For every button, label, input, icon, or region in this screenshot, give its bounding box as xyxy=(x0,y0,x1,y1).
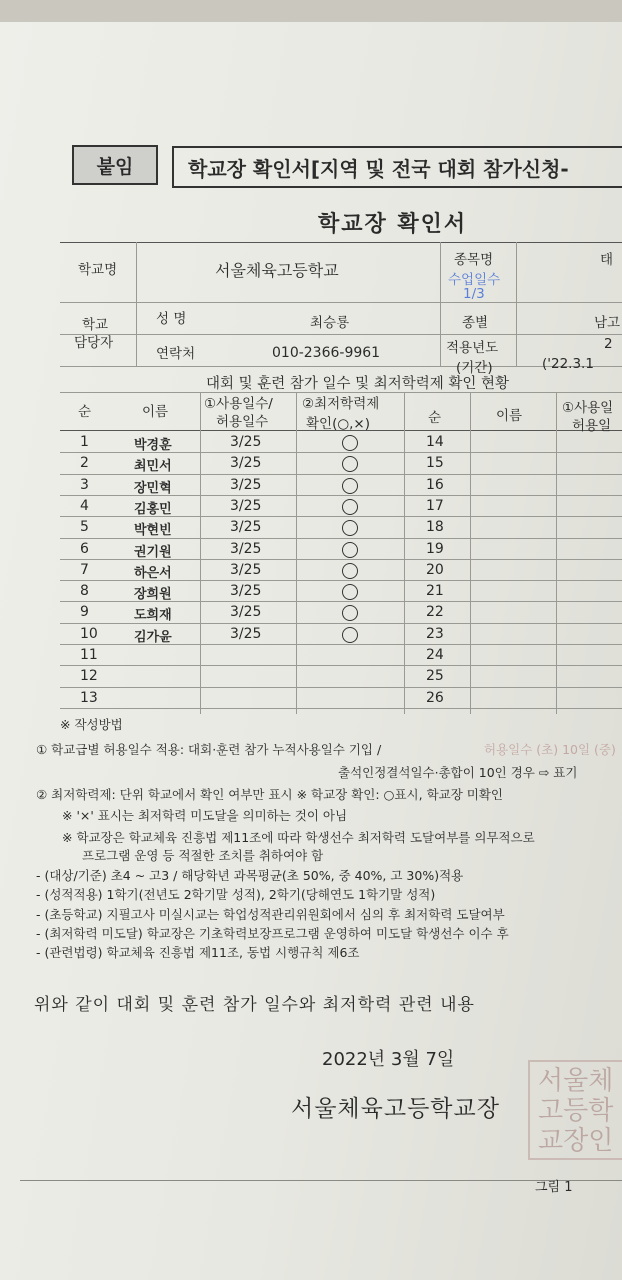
row-number: 1 xyxy=(80,434,89,450)
row-number-right: 18 xyxy=(426,519,444,536)
name-value: 최승룡 xyxy=(310,315,350,331)
gender-label: 종별 xyxy=(462,315,489,331)
confirmed-circle-mark xyxy=(342,478,358,494)
row-number-right: 23 xyxy=(426,625,444,642)
col-header-min-1: ②최저학력제 xyxy=(302,396,380,412)
student-name: 박현빈 xyxy=(134,523,172,539)
row-number: 5 xyxy=(80,519,89,536)
row-number: 4 xyxy=(80,497,89,514)
row-number-right: 22 xyxy=(426,604,444,621)
row-number-right: 26 xyxy=(426,689,444,706)
days-used: 3/25 xyxy=(230,434,262,450)
row-number: 6 xyxy=(80,540,89,557)
manager-label-1: 학교 xyxy=(82,317,109,333)
confirmed-circle-mark xyxy=(342,435,358,451)
row-number-right: 20 xyxy=(426,561,444,578)
page-top-edge xyxy=(0,0,622,22)
table-row xyxy=(62,517,622,538)
row-number-right: 16 xyxy=(426,476,444,493)
days-used: 3/25 xyxy=(230,604,262,621)
col-header-min-2: 확인(○,×) xyxy=(306,416,370,432)
form-header-title: 학교장 확인서[지역 및 전국 대회 참가신청- xyxy=(172,146,622,188)
table-row xyxy=(62,539,622,560)
year-value: 2 xyxy=(604,336,613,352)
col-header-days-2: 허용일수 xyxy=(216,414,269,430)
confirmed-circle-mark xyxy=(342,542,358,558)
row-number: 9 xyxy=(80,604,89,621)
note-8: - (최저학력 미도달) 학교장은 기초학력보장프로그램 운영하여 미도달 학생선수 이수 후 xyxy=(36,926,509,941)
table-row xyxy=(62,645,622,666)
note-1-tail: 허용일수 (초) 10일 (중) xyxy=(484,742,616,757)
row-number-right: 25 xyxy=(426,668,444,685)
days-used: 3/25 xyxy=(230,476,262,493)
days-used: 3/25 xyxy=(230,497,262,514)
note-4b: 프로그램 운영 등 적절한 조치를 취하여야 함 xyxy=(82,848,324,863)
student-name: 권기원 xyxy=(134,544,172,560)
note-7: - (초등학교) 지필고사 미실시교는 학업성적관리위원회에서 심의 후 최저학력 도달여부 xyxy=(36,907,505,922)
note-5: - (대상/기준) 초4 ~ 고3 / 해당학년 과목평균(초 50%, 중 40%, 고 30%)적용 xyxy=(36,868,464,883)
school-value: 서울체육고등학교 xyxy=(215,261,339,280)
row-number-right: 15 xyxy=(426,455,444,472)
row-number: 2 xyxy=(80,455,89,472)
table-row xyxy=(62,624,622,645)
closing-statement: 위와 같이 대회 및 훈련 참가 일수와 최저학력 관련 내용 xyxy=(34,995,475,1015)
note-3: ※ '×' 표시는 최저학력 미도달을 의미하는 것이 아님 xyxy=(62,808,348,823)
class-days-label: 수업일수 xyxy=(448,272,501,288)
principal-signature: 서울체육고등학교장 xyxy=(291,1096,500,1122)
row-number: 8 xyxy=(80,583,89,600)
col-header-name: 이름 xyxy=(142,404,169,420)
table-border xyxy=(516,242,517,366)
table-border xyxy=(440,242,441,366)
period-value: ('22.3.1 xyxy=(542,356,594,372)
table-row xyxy=(62,453,622,474)
table-row xyxy=(62,666,622,687)
table-border xyxy=(60,334,622,335)
note-1: ① 학교급별 허용일수 적용: 대회·훈련 참가 누적사용일수 기입 / xyxy=(36,742,382,757)
attachment-tag: 붙임 xyxy=(72,145,158,185)
year-label: 적용년도 xyxy=(446,340,499,356)
event-value: 태 xyxy=(600,252,614,268)
row-number: 11 xyxy=(80,647,98,663)
table-row xyxy=(62,432,622,453)
student-name: 박경훈 xyxy=(134,438,172,453)
school-label: 학교명 xyxy=(78,262,118,278)
student-name: 장민혁 xyxy=(134,480,172,496)
col-header-no: 순 xyxy=(78,404,92,420)
note-1b: 출석인정결석일수·총합이 10인 경우 ⇨ 표기 xyxy=(338,765,578,780)
confirmed-circle-mark xyxy=(342,499,358,515)
manager-label-2: 담당자 xyxy=(74,335,114,351)
note-2: ② 최저학력제: 단위 학교에서 확인 여부만 표시 ※ 학교장 확인: ○표시, 학교장 미확인 xyxy=(36,787,503,802)
figure-label: 그림 1 xyxy=(535,1180,573,1195)
document-title: 학교장 확인서 xyxy=(318,212,468,237)
student-name: 장희원 xyxy=(134,587,172,603)
footer-rule xyxy=(20,1180,622,1181)
days-used: 3/25 xyxy=(230,540,262,557)
col-header-days2-1: ①사용일 xyxy=(562,400,614,416)
contact-value: 010-2366-9961 xyxy=(272,345,381,361)
notes-heading: ※ 작성방법 xyxy=(60,717,123,732)
contact-label: 연락처 xyxy=(156,346,196,362)
table-border xyxy=(136,242,137,366)
row-number-right: 14 xyxy=(426,434,444,450)
table-border xyxy=(60,302,622,303)
class-days-value: 1/3 xyxy=(463,286,485,302)
col-header-days-1: ①사용일수/ xyxy=(204,396,273,412)
table-border xyxy=(60,242,622,243)
table-row xyxy=(62,581,622,602)
confirmed-circle-mark xyxy=(342,627,358,643)
row-number: 13 xyxy=(80,689,98,706)
name-label: 성 명 xyxy=(156,311,187,327)
days-used: 3/25 xyxy=(230,561,262,578)
confirmed-circle-mark xyxy=(342,605,358,621)
table-row xyxy=(62,496,622,517)
confirmed-circle-mark xyxy=(342,584,358,600)
col-header-no2: 순 xyxy=(428,410,442,426)
confirmed-circle-mark xyxy=(342,520,358,536)
row-number: 12 xyxy=(80,668,98,685)
table-row xyxy=(62,688,622,709)
row-divider xyxy=(60,708,622,709)
student-name: 도희재 xyxy=(134,608,172,624)
section-title: 대회 및 훈련 참가 일수 및 최저학력제 확인 현황 xyxy=(206,376,510,392)
days-used: 3/25 xyxy=(230,583,262,600)
row-number: 3 xyxy=(80,476,89,493)
note-9: - (관련법령) 학교체육 진흥법 제11조, 동법 시행규칙 제6조 xyxy=(36,945,360,960)
row-number-right: 17 xyxy=(426,497,444,514)
row-number: 10 xyxy=(80,625,98,642)
days-used: 3/25 xyxy=(230,455,262,472)
col-header-name2: 이름 xyxy=(496,408,523,424)
days-used: 3/25 xyxy=(230,625,262,642)
days-used: 3/25 xyxy=(230,519,262,536)
issue-date: 2022년 3월 7일 xyxy=(322,1049,455,1070)
student-name: 김홍민 xyxy=(134,501,172,517)
col-header-days2-2: 허용일 xyxy=(572,418,612,434)
row-number: 7 xyxy=(80,561,89,578)
table-row xyxy=(62,560,622,581)
row-number-right: 19 xyxy=(426,540,444,557)
table-border xyxy=(60,366,622,367)
student-name: 하은서 xyxy=(134,565,172,581)
gender-value: 남고 xyxy=(594,315,621,331)
event-label: 종목명 xyxy=(454,252,494,268)
table-row xyxy=(62,475,622,496)
confirmed-circle-mark xyxy=(342,563,358,579)
student-name: 김가윤 xyxy=(134,629,172,645)
confirmed-circle-mark xyxy=(342,456,358,472)
row-number-right: 24 xyxy=(426,647,444,663)
note-6: - (성적적용) 1학기(전년도 2학기말 성적), 2학기(당해연도 1학기말 성적) xyxy=(36,887,436,902)
student-name: 최민서 xyxy=(134,459,172,475)
period-label: (기간) xyxy=(456,360,493,376)
note-4: ※ 학교장은 학교체육 진흥법 제11조에 따라 학생선수 최저학력 도달여부를 의무적으로 xyxy=(62,830,535,845)
row-number-right: 21 xyxy=(426,583,444,600)
table-row xyxy=(62,602,622,623)
official-seal: 서울체 고등학 교장인 xyxy=(528,1060,622,1160)
